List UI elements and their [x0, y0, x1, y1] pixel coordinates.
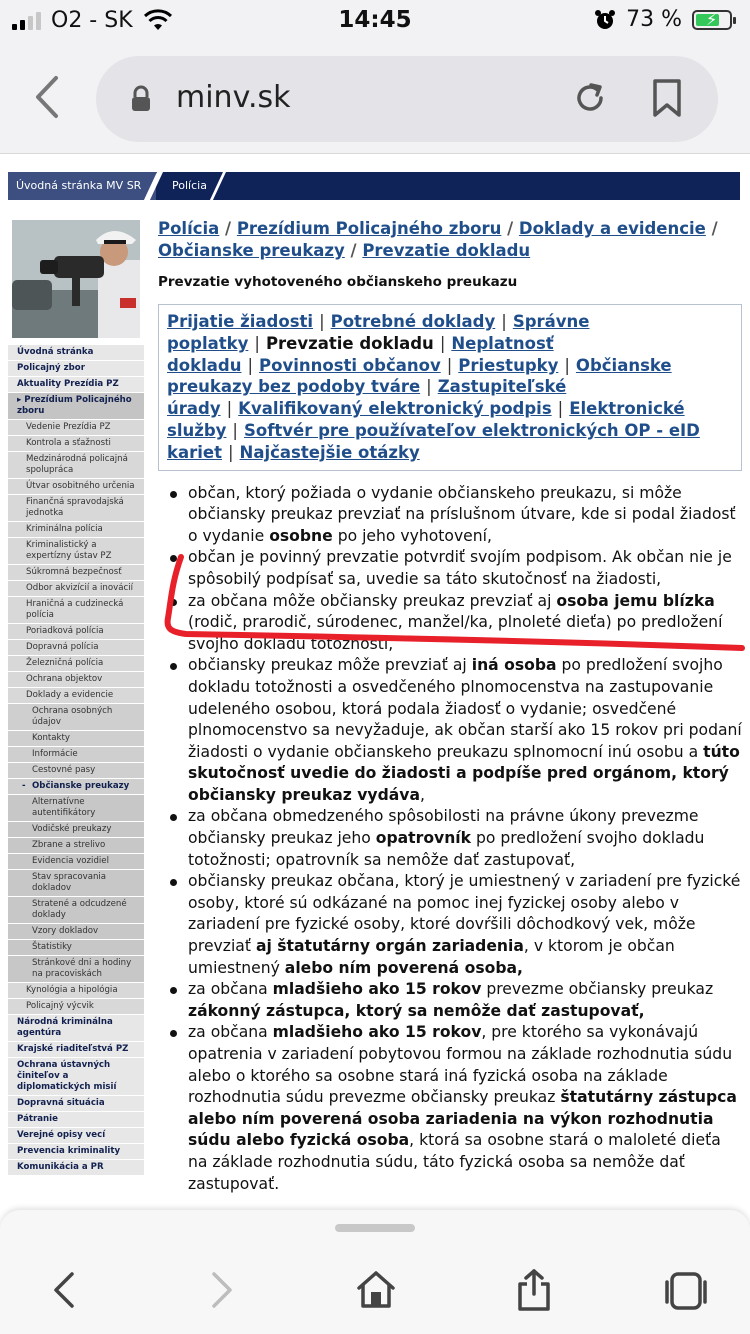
text-segment: občiansky preukaz môže prevziať aj — [188, 656, 472, 675]
share-icon[interactable] — [512, 1268, 556, 1312]
sidebar-item[interactable] — [8, 730, 144, 746]
emphasis-text: aj štatutárny orgán zariadenia — [255, 937, 524, 956]
text-segment: za občana — [188, 1023, 273, 1042]
sidebar-item[interactable] — [8, 521, 144, 537]
list-item — [170, 979, 742, 1022]
sidebar-item[interactable] — [8, 896, 144, 923]
breadcrumb-link[interactable]: Prevzatie dokladu — [362, 241, 531, 260]
sidebar-item[interactable] — [8, 1111, 144, 1127]
sidebar-item[interactable] — [8, 1095, 144, 1111]
sidebar-item-label: Občianske preukazy — [32, 781, 130, 791]
sidebar-item[interactable] — [8, 955, 144, 982]
sidebar-item-label: Kontakty — [32, 733, 70, 743]
sidebar-item[interactable] — [8, 376, 144, 392]
text-segment: , pre ktorého sa vykonávajú opatrenia v zariadení pobytovou formou na základe rozhodnutia súdu alebo o ktorého sa osobne stará iná fyzická osoba na základe rozhodnutia súdu prevezme občiansky preukaz — [188, 1023, 733, 1107]
sidebar-item-label: Kontrola a sťažnosti — [26, 438, 111, 448]
back-icon[interactable] — [28, 72, 68, 122]
text-segment: občan je povinný prevzatie potvrdiť svojím podpisom. Ak občan nie je spôsobilý podpísať sa, uvedie sa táto skutočnosť na žiadosti, — [188, 548, 732, 588]
subnav-separator: | — [426, 377, 432, 397]
sidebar-item-label: Policajný zbor — [17, 363, 85, 373]
breadcrumb-link[interactable]: Prezídium Policajného zboru — [236, 219, 502, 238]
sidebar-item[interactable] — [8, 564, 144, 580]
sidebar-item[interactable] — [8, 746, 144, 762]
sidebar-item[interactable] — [8, 821, 144, 837]
subnav-separator: | — [232, 420, 238, 440]
sidebar-item-label: Ochrana ústavných činiteľov a diplomatických misií — [17, 1060, 117, 1092]
sidebar-item[interactable] — [8, 1041, 144, 1057]
text-segment: po predložení svojho dokladu totožnosti a osvedčeného plnomocenstva na zastupovanie udeleného osobou, ktorá podala žiadosť o vydanie; osvedčené plnomocenstvo sa nevyžaduje, ak občan starší ako 15 rokov pri podaní žiadosti o vydanie občianskeho preukazu splnomocní inú osobu a — [188, 656, 742, 761]
subnav-current: Prevzatie dokladu — [265, 333, 434, 353]
sidebar-item[interactable] — [8, 344, 144, 360]
subnav-link[interactable]: Povinnosti občanov — [259, 355, 441, 375]
text-segment: občan, ktorý požiada o vydanie občianskeho preukazu, si môže občiansky preukaz prevziať na príslušnom útvare, kde si podal žiadosť o vydanie — [188, 483, 736, 545]
breadcrumb-link[interactable]: Občianske preukazy — [158, 241, 345, 260]
breadcrumb-separator: / — [705, 219, 718, 238]
sidebar-item-label: Doklady a evidencie — [26, 690, 114, 700]
subnav-separator: | — [446, 355, 453, 375]
sidebar-item-label: Evidencia vozidiel — [32, 856, 109, 866]
sidebar-item-label: Aktuality Prezídia PZ — [17, 379, 119, 389]
bookmark-icon[interactable] — [652, 78, 682, 118]
sidebar-item-label: Zbrane a strelivo — [32, 840, 106, 850]
sidebar-item[interactable] — [8, 537, 144, 564]
subnav-link[interactable]: Správne poplatky — [167, 312, 590, 353]
text-segment: za občana môže občiansky preukaz prevziať aj — [188, 591, 557, 610]
sidebar-menu — [8, 344, 144, 1175]
nav-home-link[interactable]: Úvodná stránka MV SR — [8, 172, 156, 200]
alarm-icon — [594, 9, 616, 31]
sidebar-item-label: Policajný výcvik — [26, 1001, 94, 1011]
list-item — [170, 591, 742, 656]
emphasis-text: štatutárny zástupca alebo ním poverená osoba zariadenia na výkon rozhodnutia súdu alebo fyzická osoba — [188, 1088, 737, 1150]
browser-address-area — [0, 42, 750, 154]
subnav-link[interactable]: Priestupky — [458, 355, 559, 375]
breadcrumb-separator: / — [219, 219, 237, 238]
list-item — [170, 871, 742, 979]
sidebar-item[interactable] — [8, 998, 144, 1014]
sidebar-item[interactable] — [8, 794, 144, 821]
sidebar-item-label: Úvodná stránka — [17, 347, 94, 357]
nav-section-link[interactable]: Polícia — [172, 179, 207, 192]
home-icon[interactable] — [354, 1268, 398, 1312]
sidebar-item[interactable] — [8, 703, 144, 730]
sidebar — [8, 218, 144, 1218]
sidebar-item-label: Národná kriminálna agentúra — [17, 1017, 113, 1038]
sidebar-item[interactable] — [8, 419, 144, 435]
sidebar-item[interactable] — [8, 1014, 144, 1041]
subnav-separator: | — [501, 312, 507, 331]
text-segment: občiansky preukaz občana, ktorý je umiestnený v zariadení pre fyzické osoby, ktoré sú odkázané na pomoc inej fyzickej osoby alebo v zariadení pre fyzické osoby, ktoré dovŕšili dôchodkový vek, môže prevziať — [188, 872, 741, 956]
carrier-label: O2 - SK — [51, 8, 133, 33]
text-segment: prevezme občiansky preukaz — [481, 980, 714, 999]
sidebar-item-label: Krajské riaditeľstvá PZ — [17, 1044, 129, 1054]
sidebar-item[interactable] — [8, 982, 144, 998]
sidebar-item-label: Dopravná situácia — [17, 1098, 105, 1108]
text-segment: za občana obmedzeného spôsobilosti na právne úkony prevezme občiansky preukaz jeho — [188, 807, 699, 848]
sidebar-item[interactable] — [8, 596, 144, 623]
subnav-separator: | — [226, 399, 233, 419]
sidebar-item-label: Komunikácia a PR — [17, 1162, 104, 1172]
sidebar-item-label: Poriadková polícia — [26, 626, 104, 636]
main-content — [158, 218, 742, 1252]
sidebar-item[interactable] — [8, 360, 144, 376]
sidebar-item[interactable] — [8, 762, 144, 778]
battery-percent: 73 % — [626, 7, 682, 32]
sidebar-item-label: Cestovné pasy — [32, 765, 96, 775]
sidebar-item[interactable] — [8, 451, 144, 478]
sidebar-item[interactable] — [8, 923, 144, 939]
sidebar-item[interactable] — [8, 478, 144, 494]
sidebar-item-label: Železničná polícia — [26, 658, 104, 668]
url-text: minv.sk — [176, 80, 291, 115]
subnav-separator: | — [564, 355, 570, 375]
lock-icon — [130, 86, 152, 112]
sidebar-item[interactable] — [8, 671, 144, 687]
subnav-link[interactable]: Elektronické služby — [167, 399, 685, 440]
sidebar-item-label: Verejné opisy vecí — [17, 1130, 106, 1140]
sidebar-item-label: Informácie — [32, 749, 78, 759]
sidebar-item[interactable] — [8, 837, 144, 853]
sidebar-item[interactable] — [8, 869, 144, 896]
sidebar-item-label: Vzory dokladov — [32, 926, 99, 936]
text-segment: (rodič, prarodič, súrodenec, manžel/ka, plnoleté dieťa) po predložení svojho dokladu totožnosti, — [188, 613, 723, 653]
sidebar-item[interactable] — [8, 1143, 144, 1159]
sidebar-item[interactable] — [8, 853, 144, 869]
web-page — [0, 154, 750, 1210]
sidebar-item-label: Súkromná bezpečnosť — [26, 567, 122, 577]
sidebar-item-label: Stránkové dni a hodiny na pracoviskách — [32, 958, 132, 979]
sidebar-item-label: Medzinárodná policajná spolupráca — [26, 454, 128, 475]
address-bar[interactable] — [96, 56, 718, 142]
sidebar-item-label: Finančná spravodajská jednotka — [26, 497, 124, 518]
sidebar-item[interactable] — [8, 435, 144, 451]
subnav-separator: | — [319, 312, 325, 331]
police-officer-photo — [12, 220, 140, 338]
subnav-link[interactable]: Občianske preukazy bez podoby tváre — [167, 355, 672, 397]
sidebar-item-label: Kriminálna polícia — [26, 524, 103, 534]
forward-arrow-icon[interactable] — [198, 1268, 242, 1312]
breadcrumb-separator: / — [344, 241, 363, 260]
emphasis-text: opatrovník — [375, 829, 472, 848]
status-bar — [0, 0, 750, 42]
breadcrumb-separator: / — [501, 219, 519, 238]
site-top-nav — [8, 172, 740, 200]
section-subnav — [158, 304, 742, 471]
emphasis-text: osobne — [269, 526, 333, 545]
breadcrumb-link[interactable]: Polícia — [158, 219, 220, 238]
sidebar-item[interactable] — [8, 1057, 144, 1095]
browser-toolbar — [0, 1210, 750, 1334]
sidebar-item-label: Vodičské preukazy — [32, 824, 112, 834]
page-title: Prevzatie vyhotoveného občianskeho preukazu — [158, 274, 518, 290]
back-arrow-icon[interactable] — [44, 1268, 88, 1312]
text-segment: , v ktorom je občan umiestnený — [188, 937, 675, 977]
emphasis-text: osoba jemu blízka — [556, 591, 715, 610]
subnav-link[interactable]: Softvér pre používateľov elektronických OP - eID kariet — [167, 420, 700, 462]
text-segment: , ktorá sa osobne stará o maloleté dieťa na základe rozhodnutia súdu, táto fyzická osoba sa nemôže dať zastupovať. — [188, 1131, 721, 1193]
sidebar-item[interactable] — [8, 1127, 144, 1143]
sidebar-item[interactable] — [8, 494, 144, 521]
sidebar-item-label: Kynológia a hipológia — [26, 985, 118, 995]
sidebar-item-label: Kriminalistický a expertízny ústav PZ — [26, 540, 112, 561]
tabs-icon[interactable] — [664, 1268, 708, 1312]
list-item — [170, 547, 742, 590]
subnav-link[interactable]: Potrebné doklady — [330, 312, 496, 331]
clock: 14:45 — [338, 7, 412, 33]
subnav-separator: | — [439, 333, 446, 353]
sidebar-item-label: Štatistiky — [32, 942, 72, 952]
text-segment: po predložení svojho dokladu totožnosti; opatrovník sa nemôže dať zastupovať, — [188, 829, 705, 869]
sidebar-item-label: Dopravná polícia — [26, 642, 99, 652]
sidebar-item[interactable] — [8, 392, 144, 419]
sidebar-item[interactable] — [8, 639, 144, 655]
sidebar-item-label: Vedenie Prezídia PZ — [26, 422, 111, 432]
subnav-link[interactable]: Prijatie žiadosti — [167, 312, 314, 331]
subnav-separator: | — [227, 442, 234, 462]
sidebar-item-label: ▸ Prezídium Policajného zboru — [17, 395, 132, 416]
subnav-link[interactable]: Neplatnosť dokladu — [167, 333, 554, 375]
sidebar-item[interactable] — [8, 687, 144, 703]
sidebar-item-label: Pátranie — [17, 1114, 58, 1124]
emphasis-text: zákonný zástupca, ktorý sa nemôže dať zastupovať, — [188, 1001, 645, 1020]
battery-icon: ⚡ — [692, 10, 732, 30]
emphasis-text: mladšieho ako 15 rokov — [272, 980, 482, 999]
emphasis-text: túto skutočnosť uvedie do žiadosti a podpíše pred orgánom, ktorý občiansky preukaz vydáva — [188, 742, 740, 804]
sidebar-item-label: Ochrana osobných údajov — [32, 706, 113, 727]
subnav-separator: | — [557, 399, 564, 419]
sidebar-item-label: Odbor akvizícií a inovácií — [26, 583, 133, 593]
list-item — [170, 483, 742, 548]
subnav-link[interactable]: Najčastejšie otázky — [239, 442, 420, 462]
sidebar-item-label: Ochrana objektov — [26, 674, 103, 684]
subnav-separator: | — [254, 333, 260, 353]
sidebar-item[interactable] — [8, 939, 144, 955]
sidebar-item-label: Stratené a odcudzené doklady — [32, 899, 127, 920]
emphasis-text: mladšieho ako 15 rokov — [272, 1023, 482, 1042]
sidebar-item[interactable] — [8, 580, 144, 596]
list-item — [170, 1022, 742, 1195]
list-item — [170, 806, 742, 871]
sidebar-item-label: Stav spracovania dokladov — [32, 872, 107, 893]
emphasis-text: alebo ním poverená osoba, — [284, 958, 523, 977]
toolbar-grabber[interactable] — [335, 1224, 415, 1232]
text-segment: za občana — [188, 980, 273, 999]
text-segment: po jeho vyhotovení, — [332, 526, 492, 545]
breadcrumb-link[interactable]: Doklady a evidencie — [518, 219, 706, 238]
sidebar-item[interactable] — [8, 623, 144, 639]
sidebar-item[interactable] — [8, 655, 144, 671]
rules-list — [170, 483, 742, 1196]
current-item-marker: - — [22, 781, 26, 791]
sidebar-item-label: Hraničná a cudzinecká polícia — [26, 599, 124, 620]
sidebar-item[interactable] — [8, 1159, 144, 1175]
text-segment: , — [419, 785, 425, 804]
subnav-link[interactable]: Kvalifikovaný elektronický podpis — [238, 399, 552, 419]
subnav-link[interactable]: Zastupiteľské úrady — [167, 377, 567, 419]
emphasis-text: iná osoba — [471, 656, 557, 675]
reload-icon[interactable] — [572, 80, 608, 116]
sidebar-item-label: Alternatívne autentifikátory — [32, 797, 96, 818]
list-item — [170, 655, 742, 806]
sidebar-item[interactable] — [8, 778, 144, 794]
subnav-separator: | — [247, 355, 254, 375]
breadcrumb — [158, 218, 742, 262]
sidebar-item-label: Útvar osobitného určenia — [26, 481, 135, 491]
sidebar-item-label: Prevencia kriminality — [17, 1146, 121, 1156]
